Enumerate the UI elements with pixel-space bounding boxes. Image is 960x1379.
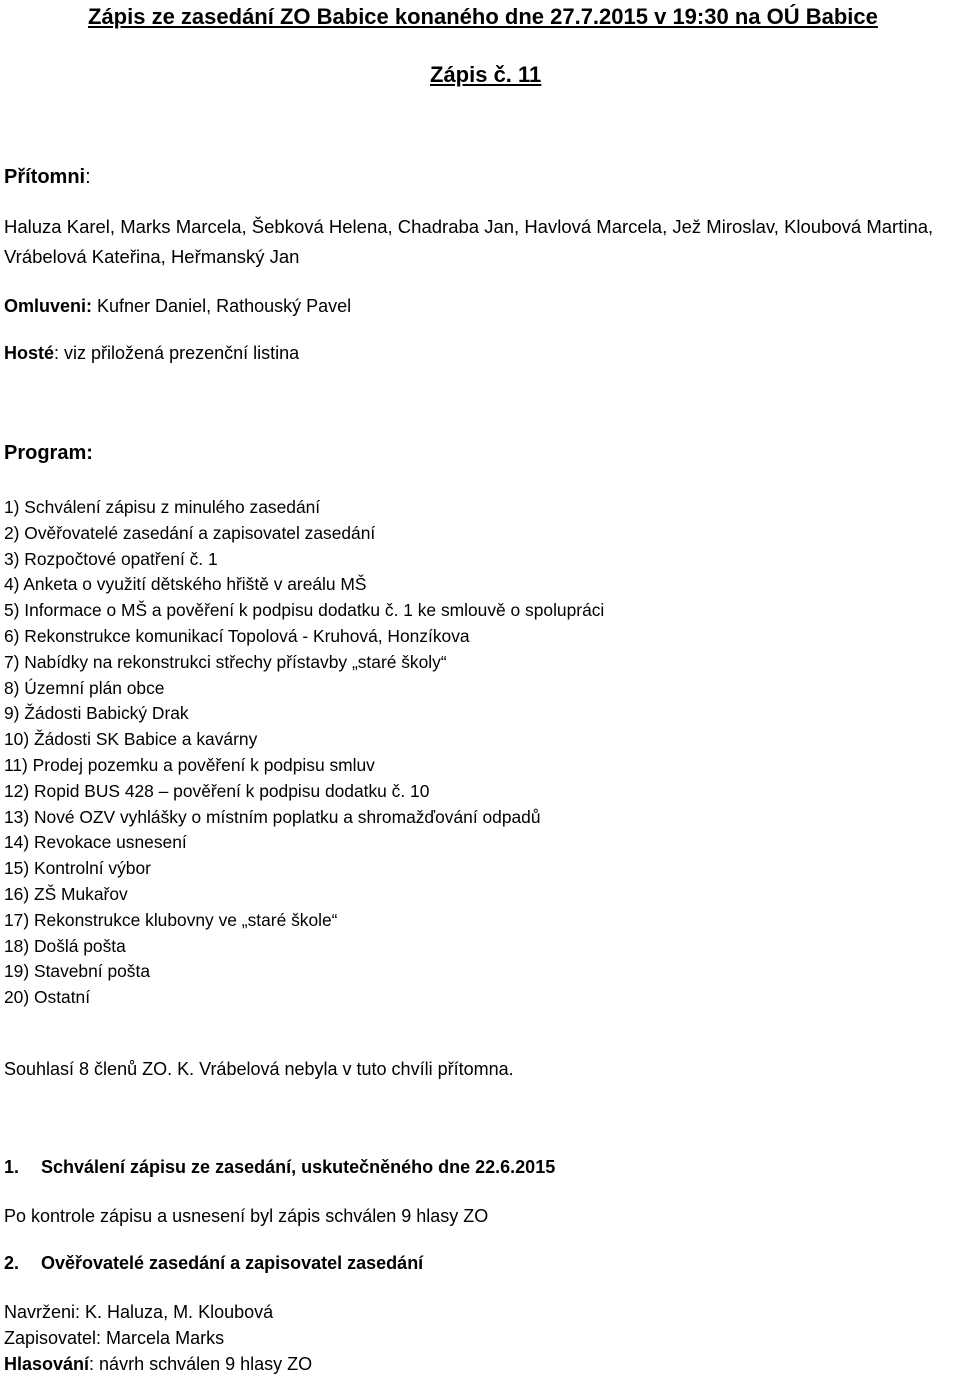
section-1-title: Schválení zápisu ze zasedání, uskutečněného dne 22.6.2015: [41, 1157, 556, 1177]
program-item: 6) Rekonstrukce komunikací Topolová - Kruhová, Honzíkova: [4, 625, 470, 646]
section-2-proposed: Navrženi: K. Haluza, M. Kloubová: [4, 1302, 274, 1322]
present-label: Přítomni: [4, 166, 86, 188]
program-item: 14) Revokace usnesení: [4, 832, 187, 853]
program-item: 13) Nové OZV vyhlášky o místním poplatku a shromažďování odpadů: [4, 806, 541, 827]
program-item: 1) Schválení zápisu z minulého zasedání: [4, 497, 321, 517]
present-names-line-1: Haluza Karel, Marks Marcela, Šebková Helena, Chadraba Jan, Havlová Marcela, Jež Miroslav, Kloubová Martina,: [4, 216, 934, 237]
program-item: 4) Anketa o využití dětského hřiště v areálu MŠ: [4, 574, 367, 595]
section-2-vote-label: Hlasování: [4, 1354, 90, 1374]
program-list: [4, 495, 604, 1011]
program-item: 18) Došlá pošta: [4, 935, 126, 956]
program-item: 19) Stavební pošta: [4, 961, 150, 982]
program-item: 3) Rozpočtové opatření č. 1: [4, 548, 218, 569]
present-heading: [4, 166, 91, 189]
section-1-number: 1.: [4, 1157, 20, 1177]
section-1-heading: [4, 1157, 555, 1178]
program-item: 2) Ověřovatelé zasedání a zapisovatel zasedání: [4, 522, 376, 543]
excused-line: [4, 296, 351, 317]
section-2-number: 2.: [4, 1253, 20, 1273]
section-2-title: Ověřovatelé zasedání a zapisovatel zasedání: [41, 1253, 424, 1273]
program-item: 20) Ostatní: [4, 987, 91, 1008]
program-item: 12) Ropid BUS 428 – pověření k podpisu dodatku č. 10: [4, 780, 430, 801]
document-title: Zápis ze zasedání ZO Babice konaného dne 27.7.2015 v 19:30 na OÚ Babice: [88, 4, 878, 29]
program-heading: Program:: [4, 442, 93, 464]
program-item: 11) Prodej pozemku a pověření k podpisu smluv: [4, 754, 375, 775]
agreement-text: Souhlasí 8 členů ZO. K. Vrábelová nebyla v tuto chvíli přítomna.: [4, 1059, 514, 1079]
minutes-number: Zápis č. 11: [430, 62, 542, 87]
present-names-line-2: Vrábelová Kateřina, Heřmanský Jan: [4, 246, 300, 267]
section-1-text: Po kontrole zápisu a usnesení byl zápis schválen 9 hlasy ZO: [4, 1206, 489, 1226]
guests-label: Hosté: [4, 343, 55, 363]
excused-names: Kufner Daniel, Rathouský Pavel: [92, 296, 352, 316]
program-item: 9) Žádosti Babický Drak: [4, 703, 189, 724]
program-item: 15) Kontrolní výbor: [4, 858, 151, 879]
excused-label: Omluveni:: [4, 296, 93, 316]
program-item: 8) Územní plán obce: [4, 677, 165, 698]
guests-line: [4, 343, 299, 364]
guests-value: : viz přiložená prezenční listina: [54, 343, 300, 363]
section-2-vote: [4, 1354, 312, 1375]
present-colon: :: [85, 166, 91, 188]
program-item: 10) Žádosti SK Babice a kavárny: [4, 729, 258, 750]
program-item: 7) Nabídky na rekonstrukci střechy přístavby „staré školy“: [4, 651, 447, 672]
program-item: 5) Informace o MŠ a pověření k podpisu dodatku č. 1 ke smlouvě o spolupráci: [4, 600, 605, 621]
program-item: 16) ZŠ Mukařov: [4, 883, 128, 904]
section-2-recorder: Zapisovatel: Marcela Marks: [4, 1328, 225, 1348]
section-2-vote-value: : návrh schválen 9 hlasy ZO: [89, 1354, 313, 1374]
program-item: 17) Rekonstrukce klubovny ve „staré škole“: [4, 909, 338, 930]
section-2-heading: [4, 1253, 423, 1274]
